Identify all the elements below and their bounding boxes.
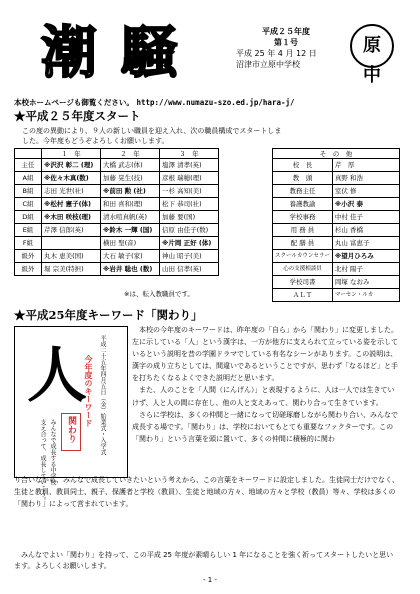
other-role: 校 長 [273, 159, 333, 172]
other-role: 教 頭 [273, 172, 333, 185]
staff-cell: 信原 由佳子(数) [160, 224, 219, 237]
staff-cell: 塩澤 清孝(英) [160, 159, 219, 172]
staff-header-grade2: ２ 年 [101, 149, 160, 159]
other-role: 教務主任 [273, 185, 333, 198]
staff-class: D組 [15, 211, 42, 224]
other-row [273, 250, 400, 263]
publisher: 沼津市立原中学校 [236, 60, 300, 69]
other-role: 学校司書 [273, 276, 333, 289]
staff-cell: ※沢沢 彰二 (理) [42, 159, 101, 172]
staff-row [15, 250, 219, 263]
other-row [273, 211, 400, 224]
homepage-notice [14, 97, 295, 108]
staff-cell [42, 237, 101, 250]
staff-cell: 和田 喜和(理) [101, 198, 160, 211]
staff-row [15, 185, 219, 198]
fiscal-year: 平成２５年度 [262, 27, 310, 36]
staff-row [15, 159, 219, 172]
section-title-keyword: ★平成25年度キーワード「関わり」 [14, 308, 203, 322]
staff-cell: 加藤 要(国) [160, 211, 219, 224]
other-role: ＡＬＴ [273, 289, 333, 302]
masthead-title [34, 22, 184, 86]
staff-row [15, 237, 219, 250]
other-row [273, 185, 400, 198]
staff-cell: ※佐々木真(数) [42, 172, 101, 185]
staff-cell: 山田 信孝(英) [160, 263, 219, 276]
staff-class: C組 [15, 198, 42, 211]
other-role: スクールカウンセラー [273, 250, 333, 263]
keyword-body-continued [14, 474, 400, 510]
paragraph: さらに学校は、多くの仲間と一緒になって切磋琢磨しながら関わり合い、みんなで成長する場です。「関わり」は、学校においてもとても重要なファクターです。この「関わり」という言葉を頭に置いて、多くの仲間に積極的に関わ [132, 410, 398, 443]
other-row [273, 263, 400, 276]
staff-cell: ※片岡 正好 (体) [160, 237, 219, 250]
other-name: 真野 和浩 [332, 172, 399, 185]
staff-cell: 横田 聖(音) [101, 237, 160, 250]
keyword-kanji: 人 [27, 341, 87, 411]
keyword-poster [14, 326, 128, 503]
staff-row [15, 211, 219, 224]
homepage-url[interactable]: http://www.numazu-szo.ed.jp/hara-j/ [136, 98, 295, 107]
intro-line-1: この度の異動により、９人の新しい職員を迎え入れ、次の職員構成でスタートしま [22, 127, 282, 135]
paragraph: また、人のことを「人間（にんげん）」と表現するように、人は一人では生きていけず、人と人の間に存在し、他の人と支えあって、関わり合って生きています。 [132, 386, 395, 407]
staff-cell: 芹澤 信郎(英) [42, 224, 101, 237]
other-name: 北村 陽子 [332, 263, 399, 276]
other-name: 岡塚 なおみ [332, 276, 399, 289]
keyword-word: 関わり [66, 416, 76, 443]
staff-cell: 清水喧真帆(英) [101, 211, 160, 224]
staff-cell: 堀 宗美(特担) [42, 263, 101, 276]
other-role: 心の支援相談員 [273, 263, 333, 276]
section1-intro [22, 126, 402, 146]
other-row [273, 276, 400, 289]
keyword-date: 平成二十五年四月五日（金）始業式・入学式 [99, 335, 106, 455]
section-title-start: ★平成２５年度スタート [14, 109, 141, 123]
keyword-subtitle-2: 支え合って、成長していこう！ [39, 419, 46, 503]
staff-row [15, 198, 219, 211]
masthead-char-2: 騒 [121, 20, 177, 86]
staff-class: B組 [15, 185, 42, 198]
other-row [273, 224, 400, 237]
staff-cell: 丸木 恵美(国) [42, 250, 101, 263]
masthead-char-1: 潮 [41, 20, 97, 86]
other-name: 丸山 富恵子 [332, 237, 399, 250]
staff-row [15, 172, 219, 185]
staff-table [14, 148, 219, 276]
other-name: ※望月ひろみ [332, 250, 399, 263]
issue-number: 第１号 [274, 38, 298, 47]
staff-class: E組 [15, 224, 42, 237]
staff-cell: ※鈴木 一輝 (国) [101, 224, 160, 237]
transfer-note: ※は、転入教職員です。 [124, 290, 194, 298]
paragraph: 本校の今年度のキーワードは、昨年度の「自ら」から「関わり」に変更しました。左に示している「人」という漢字は、一方が他方に支えられて立っている姿を示しているという説明を昔の学園ドラマでしている有名なシーンがあります。この説明は、漢字の成り立ちとしては、間違いであるということですが、思わず「なるほど」と手を打ちたくなるよくできた説明だと思います。 [132, 326, 398, 383]
keyword-word-box [61, 413, 81, 451]
school-emblem [350, 24, 394, 86]
other-name: 芹 厚 [332, 159, 399, 172]
staff-cell: ※松村 憲子(体) [42, 198, 101, 211]
staff-cell: 大石 敏子(家) [101, 250, 160, 263]
staff-row [15, 263, 219, 276]
staff-class: 級外 [15, 263, 42, 276]
staff-row [15, 224, 219, 237]
homepage-text: 本校ホームページも御覧ください。 [14, 98, 134, 107]
keyword-body [132, 324, 400, 445]
staff-cell: ※木田 咲枝(理) [42, 211, 101, 224]
other-name: 杉山 香橋 [332, 224, 399, 237]
staff-cell: 大橋 武志(体) [101, 159, 160, 172]
issue-info [236, 26, 346, 70]
staff-class: A組 [15, 172, 42, 185]
staff-cell: ※岩井 聡也 (数) [101, 263, 160, 276]
other-header: そ の 他 [273, 149, 400, 159]
paragraph: り合いながら、みんなで成長していきたいという考えから、この言葉をキーワードに設定しました。生徒同士だけでなく、生徒と教員、教員同士、親子、保護者と学校（教員）、生徒と地域の方々、地域の方々と学校（教員）等々、学校は多くの「関わり」によって営まれています。 [14, 476, 399, 509]
other-role: 学校事務 [273, 211, 333, 224]
other-row [273, 237, 400, 250]
staff-cell: 彦根 瑞穂(理) [160, 172, 219, 185]
staff-cell: ※前田 勲 (社) [101, 185, 160, 198]
staff-class: F組 [15, 237, 42, 250]
paragraph: みんなでよい「関わり」を持って、この平成 25 年度が素晴らしい 1 年になることを強く祈ってスタートしたいと思います。よろしくお願いします。 [14, 551, 394, 570]
other-row [273, 172, 400, 185]
staff-header-blank [15, 149, 42, 159]
closing-paragraph [14, 550, 400, 572]
intro-line-2: した。今年度もどうぞよろしくお願いします。 [22, 137, 169, 145]
keyword-label: 今年度のキーワード [84, 355, 93, 427]
other-name: ※小沢 泰 [332, 198, 399, 211]
staff-header-grade3: ３ 年 [160, 149, 219, 159]
staff-header-grade1: １ 年 [42, 149, 101, 159]
issue-date: 平成 25 年 4 月 12 日 [236, 49, 317, 58]
school-emblem-text: 原中 [363, 35, 381, 86]
keyword-subtitle-1: みんなで成長する中学校 [49, 419, 56, 485]
other-role: 配 膳 員 [273, 237, 333, 250]
other-row [273, 289, 400, 302]
other-staff-table [272, 148, 400, 302]
staff-cell: 神山 昭子(美) [160, 250, 219, 263]
staff-cell: 一杉 高知(美) [160, 185, 219, 198]
page-number: - 1 - [203, 576, 217, 584]
other-name: 中村 佳子 [332, 211, 399, 224]
other-role: 用 務 員 [273, 224, 333, 237]
staff-class: 級外 [15, 250, 42, 263]
staff-class: 主任 [15, 159, 42, 172]
staff-cell: 加藤 晃生(技) [101, 172, 160, 185]
other-name: マーセン・ルカ [332, 289, 399, 302]
other-row [273, 198, 400, 211]
other-row [273, 159, 400, 172]
other-role: 養護教諭 [273, 198, 333, 211]
staff-cell: 志田 光世(社) [42, 185, 101, 198]
staff-cell: 松下 恭司(社) [160, 198, 219, 211]
other-name: 室伏 修 [332, 185, 399, 198]
